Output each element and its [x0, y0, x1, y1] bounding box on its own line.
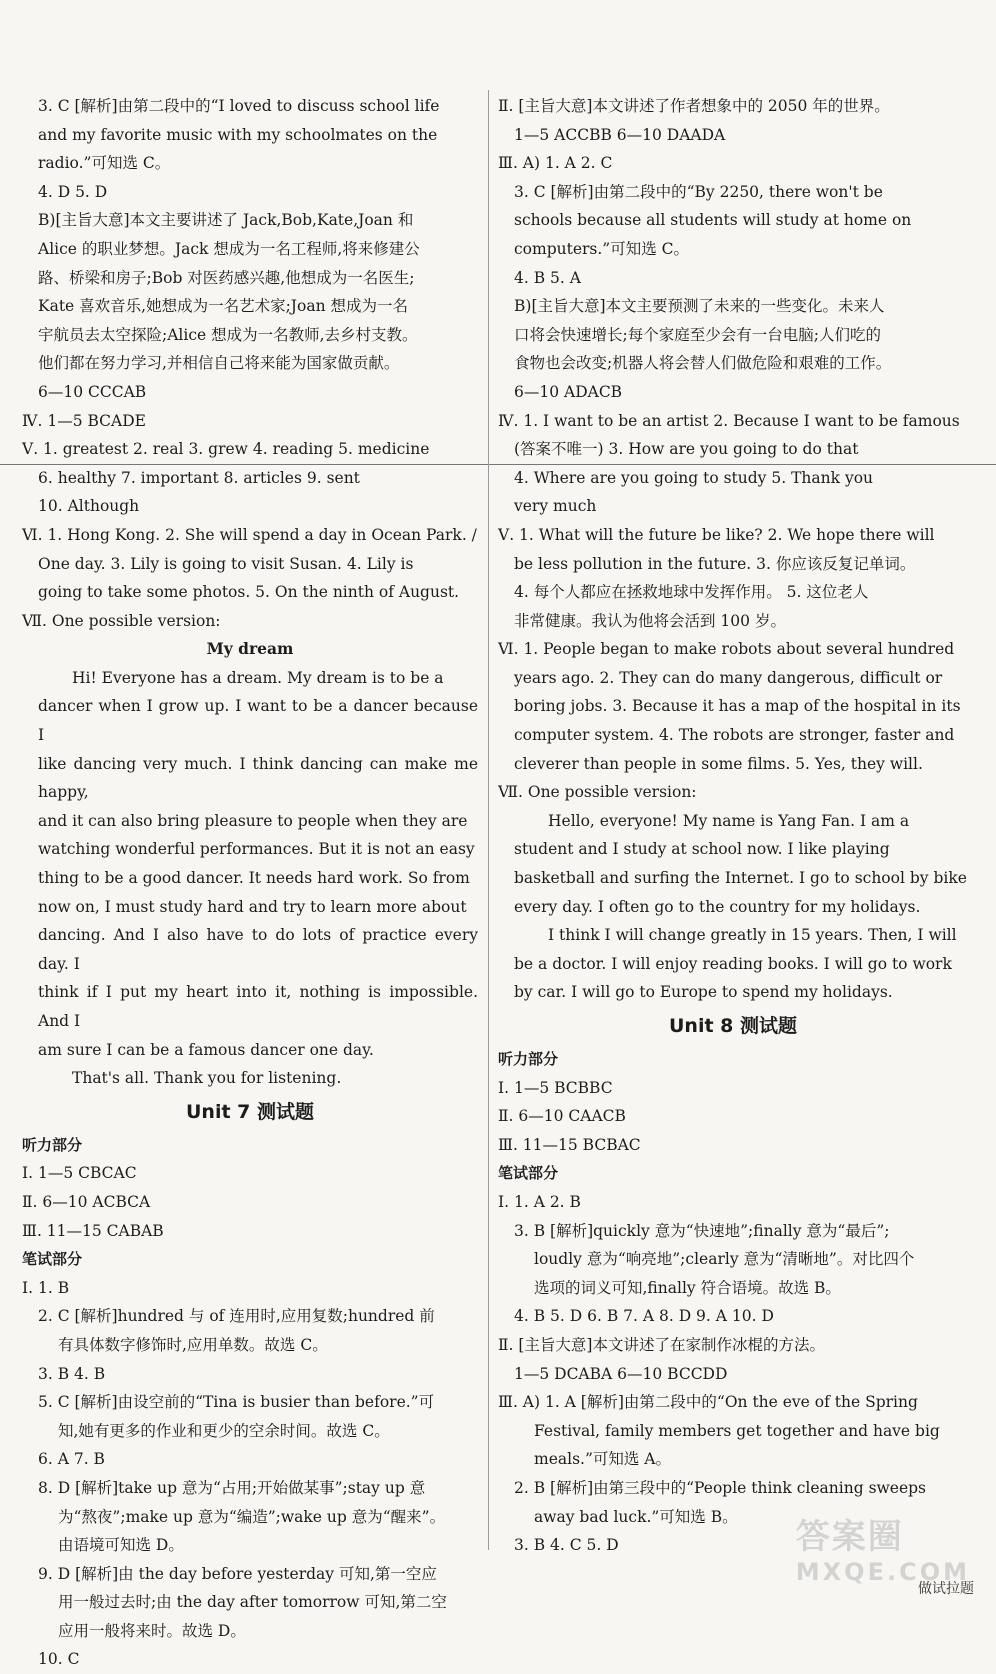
answer-line: 2. B [解析]由第三段中的“People think cleaning sweeps [514, 1478, 927, 1497]
answer-line: 5. C [解析]由设空前的“Tina is busier than before.”可 [38, 1393, 435, 1412]
answer-line: now on, I must study hard and try to learn more about [38, 897, 467, 916]
watermark-text: 答案圈 [795, 1517, 904, 1557]
site-watermark [796, 1509, 970, 1586]
answer-line: Hello, everyone! My name is Yang Fan. I am a [548, 811, 910, 830]
answer-line: Alice 的职业梦想。Jack 想成为一名工程师,将来修建公 [38, 239, 420, 258]
answer-line: Ⅳ. 1—5 BCADE [22, 411, 146, 430]
answer-line: 1—5 DCABA 6—10 BCCDD [514, 1364, 728, 1383]
answer-line: 4. B 5. D 6. B 7. A 8. D 9. A 10. D [514, 1307, 774, 1326]
answer-line: 口将会快速增长;每个家庭至少会有一台电脑;人们吃的 [514, 325, 881, 344]
answer-line: Festival, family members get together and have big [534, 1421, 940, 1440]
answer-line: Ⅳ. 1. I want to be an artist 2. Because I want to be famous [498, 411, 960, 430]
answer-line: and my favorite music with my schoolmates on the [38, 125, 438, 144]
answer-line: basketball and surfing the Internet. I go to school by bike [514, 869, 967, 888]
unit-8-written-label: 笔试部分 [498, 1164, 559, 1183]
answer-line: Ⅲ. A) 1. A 2. C [498, 154, 613, 173]
answer-line: 8. D [解析]take up 意为“占用;开始做某事”;stay up 意 [38, 1478, 426, 1497]
left-answer-lines [22, 92, 478, 1093]
right-answer-lines [498, 92, 968, 1007]
answer-line: 用一般过去时;由 the day after tomorrow 可知,第二空 [58, 1593, 447, 1612]
answer-line: That's all. Thank you for listening. [72, 1069, 342, 1088]
answer-line: Ⅵ. 1. Hong Kong. 2. She will spend a day in Ocean Park. / [22, 525, 477, 544]
answer-line: Ⅲ. A) 1. A [解析]由第二段中的“On the eve of the Spring [498, 1393, 918, 1412]
answer-line: very much [514, 497, 597, 516]
answer-line: Kate 喜欢音乐,她想成为一名艺术家;Joan 想成为一名 [38, 297, 408, 316]
answer-line: 3. C [解析]由第二段中的“I loved to discuss school life [38, 97, 440, 115]
answer-line: 9. D [解析]由 the day before yesterday 可知,第一空应 [38, 1564, 437, 1583]
answer-line: 路、桥梁和房子;Bob 对医药感兴趣,他想成为一名医生; [38, 268, 415, 287]
answer-line: 非常健康。我认为他将会活到 100 岁。 [514, 611, 786, 630]
answer-line: schools because all students will study at home on [514, 211, 912, 230]
answer-line: radio.”可知选 C。 [38, 154, 171, 173]
answer-line: computers.”可知选 C。 [514, 239, 690, 258]
answer-line: thing to be a good dancer. It needs hard work. So from [38, 869, 470, 888]
answer-line: 2. C [解析]hundred 与 of 连用时,应用复数;hundred 前 [38, 1307, 435, 1326]
answer-line: 为“熬夜”;make up 意为“编造”;wake up 意为“醒来”。 [58, 1507, 446, 1526]
answer-line: 4. Where are you going to study 5. Thank you [514, 468, 874, 487]
answer-line: Ⅱ. [主旨大意]本文讲述了作者想象中的 2050 年的世界。 [498, 97, 890, 115]
left-column [22, 92, 478, 1674]
answer-line: 4. 每个人都应在拯救地球中发挥作用。 5. 这位老人 [514, 583, 869, 602]
answer-line: every day. I often go to the country for my holidays. [514, 897, 921, 916]
answer-line: Ⅲ. 11—15 CABAB [22, 1221, 164, 1240]
answer-line: Ⅱ. [主旨大意]本文讲述了在家制作冰棍的方法。 [498, 1335, 825, 1354]
answer-line: 6—10 ADACB [514, 382, 623, 401]
answer-line: Ⅰ. 1—5 BCBBC [498, 1078, 613, 1097]
answer-line: student and I study at school now. I like playing [514, 840, 890, 859]
answer-line: My dream [206, 639, 294, 659]
unit-8-written-answers [498, 1188, 968, 1560]
answer-line: Ⅴ. 1. What will the future be like? 2. We hope there will [498, 525, 935, 544]
answer-line: away bad luck.”可知选 B。 [534, 1507, 738, 1526]
answer-line: 有具体数字修饰时,应用单数。故选 C。 [58, 1335, 328, 1354]
answer-line: 宇航员去太空探险;Alice 想成为一名教师,去乡村支教。 [38, 325, 418, 344]
right-column [498, 92, 968, 1560]
answer-line: 3. B [解析]quickly 意为“快速地”;finally 意为“最后”; [514, 1221, 890, 1240]
answer-line: by car. I will go to Europe to spend my holidays. [514, 983, 893, 1002]
answer-line: (答案不唯一) 3. How are you going to do that [514, 440, 859, 459]
answer-line: Ⅱ. 6—10 CAACB [498, 1107, 626, 1126]
answer-line: 6—10 CCCAB [38, 382, 147, 401]
unit-7-listening-label: 听力部分 [22, 1135, 83, 1154]
answer-line: am sure I can be a famous dancer one day. [38, 1040, 374, 1059]
answer-line: 他们都在努力学习,并相信自己将来能为国家做贡献。 [38, 354, 400, 373]
answer-line: 4. D 5. D [38, 182, 108, 201]
answer-line: 应用一般将来时。故选 D。 [58, 1621, 246, 1640]
unit-8-title: Unit 8 测试题 [669, 1015, 797, 1037]
answer-line: be less pollution in the future. 3. 你应该反复记单词。 [514, 554, 916, 573]
answer-line: 知,她有更多的作业和更少的空余时间。故选 C。 [58, 1421, 390, 1440]
answer-line: B)[主旨大意]本文主要讲述了 Jack,Bob,Kate,Joan 和 [38, 211, 414, 230]
answer-line: 1—5 ACCBB 6—10 DAADA [514, 125, 726, 144]
answer-line: dancing. And I also have to do lots of practice every day. I [38, 926, 478, 973]
answer-line: 3. B 4. C 5. D [514, 1536, 619, 1555]
answer-line: 10. C [38, 1650, 80, 1669]
answer-line: Ⅰ. 1. B [22, 1278, 70, 1297]
answer-line: Ⅶ. One possible version: [22, 611, 221, 630]
answer-line: One day. 3. Lily is going to visit Susan. 4. Lily is [38, 554, 414, 573]
answer-line: 6. A 7. B [38, 1450, 105, 1469]
answer-line: 由语境可知选 D。 [58, 1536, 184, 1555]
answer-line: Ⅱ. 6—10 ACBCA [22, 1192, 151, 1211]
answer-line: 3. C [解析]由第二段中的“By 2250, there won't be [514, 182, 883, 201]
unit-8-listening-label: 听力部分 [498, 1050, 559, 1068]
answer-line: I think I will change greatly in 15 years. Then, I will [548, 926, 957, 945]
answer-line: like dancing very much. I think dancing can make me happy, [38, 754, 478, 802]
answer-line: B)[主旨大意]本文主要预测了未来的一些变化。未来人 [514, 297, 885, 316]
answer-line: Ⅵ. 1. People began to make robots about several hundred [498, 640, 955, 659]
page-footer: 做试拉题 [918, 1581, 974, 1597]
answer-line: loudly 意为“响亮地”;clearly 意为“清晰地”。对比四个 [534, 1250, 915, 1269]
answer-line: 食物也会改变;机器人将会替人们做危险和艰难的工作。 [514, 354, 892, 373]
answer-line: 3. B 4. B [38, 1364, 106, 1383]
answer-line: be a doctor. I will enjoy reading books. I will go to work [514, 954, 952, 973]
answer-line: Ⅶ. One possible version: [498, 783, 697, 802]
answer-line: Ⅲ. 11—15 BCBAC [498, 1135, 641, 1154]
watermark-url: MXQE.COM [795, 1558, 970, 1586]
answer-line: computer system. 4. The robots are stronger, faster and [514, 726, 955, 745]
unit-7-title: Unit 7 测试题 [186, 1100, 314, 1123]
answer-line: 4. B 5. A [514, 268, 581, 287]
answer-line: going to take some photos. 5. On the ninth of August. [38, 583, 460, 602]
answer-line: Ⅰ. 1—5 CBCAC [22, 1164, 137, 1183]
answer-line: think if I put my heart into it, nothing is impossible. And I [38, 983, 478, 1030]
answer-line: cleverer than people in some films. 5. Yes, they will. [514, 754, 923, 773]
answer-line: Ⅴ. 1. greatest 2. real 3. grew 4. reading 5. medicine [22, 440, 430, 459]
answer-line: years ago. 2. They can do many dangerous, difficult or [514, 668, 943, 687]
answer-line: dancer when I grow up. I want to be a dancer because I [38, 697, 478, 745]
answer-line: boring jobs. 3. Because it has a map of the hospital in its [514, 697, 961, 716]
answer-line: 选项的词义可知,finally 符合语境。故选 B。 [534, 1278, 841, 1297]
column-divider [488, 90, 489, 1550]
unit-7-listening-answers [22, 1159, 478, 1245]
unit-7-written-answers [22, 1274, 478, 1674]
answer-line: meals.”可知选 A。 [534, 1450, 671, 1469]
answer-line: and it can also bring pleasure to people when they are [38, 811, 468, 830]
answer-line: watching wonderful performances. But it is not an easy [38, 840, 475, 859]
answer-line: Ⅰ. 1. A 2. B [498, 1192, 581, 1211]
answer-line: 10. Although [38, 497, 140, 516]
unit-7-written-label: 笔试部分 [22, 1250, 83, 1269]
answer-line: 6. healthy 7. important 8. articles 9. sent [38, 468, 360, 487]
answer-line: Hi! Everyone has a dream. My dream is to be a [72, 668, 444, 687]
unit-8-listening-answers [498, 1074, 968, 1160]
